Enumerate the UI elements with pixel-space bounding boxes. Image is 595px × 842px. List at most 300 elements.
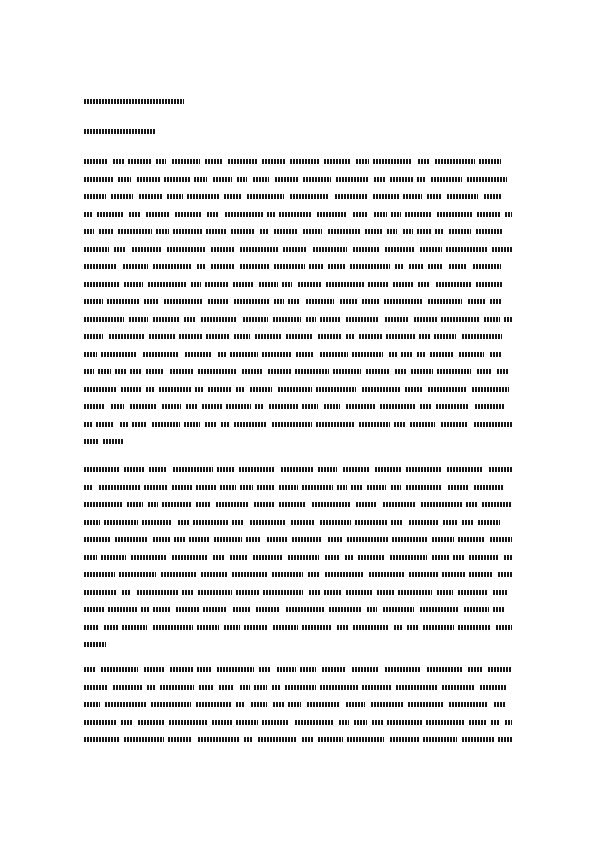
- illegible-word: [411, 369, 433, 374]
- illegible-word: [446, 247, 487, 252]
- illegible-word: [250, 387, 272, 392]
- illegible-word: [288, 702, 301, 707]
- illegible-word: [462, 520, 474, 525]
- text-line: [84, 569, 512, 581]
- illegible-text: [84, 129, 156, 134]
- illegible-word: [174, 537, 185, 542]
- illegible-word: [296, 352, 314, 357]
- illegible-word: [232, 572, 268, 577]
- illegible-word: [435, 229, 444, 234]
- illegible-word: [137, 590, 178, 595]
- illegible-word: [206, 229, 227, 234]
- illegible-word: [432, 537, 454, 542]
- illegible-word: [405, 212, 431, 217]
- illegible-word: [309, 590, 320, 595]
- illegible-word: [303, 177, 331, 182]
- illegible-word: [343, 467, 369, 472]
- illegible-word: [111, 194, 133, 199]
- text-line: [84, 734, 512, 746]
- illegible-word: [441, 317, 479, 322]
- illegible-word: [184, 317, 196, 322]
- illegible-word: [286, 334, 313, 339]
- illegible-word: [435, 159, 475, 164]
- illegible-word: [104, 520, 138, 525]
- illegible-word: [148, 282, 186, 287]
- illegible-word: [477, 212, 501, 217]
- illegible-word: [208, 387, 231, 392]
- illegible-word: [392, 537, 428, 542]
- illegible-word: [205, 282, 229, 287]
- illegible-word: [262, 352, 291, 357]
- text-line: [84, 552, 512, 564]
- illegible-word: [380, 404, 416, 409]
- illegible-word: [84, 502, 122, 507]
- illegible-word: [490, 537, 512, 542]
- illegible-word: [354, 720, 367, 725]
- illegible-word: [279, 485, 298, 490]
- illegible-word: [156, 229, 169, 234]
- illegible-word: [373, 194, 399, 199]
- illegible-word: [395, 264, 404, 269]
- illegible-word: [123, 264, 148, 269]
- illegible-word: [267, 537, 287, 542]
- illegible-word: [84, 537, 110, 542]
- illegible-word: [197, 667, 212, 672]
- illegible-word: [213, 555, 224, 560]
- illegible-word: [139, 194, 162, 199]
- illegible-word: [146, 387, 154, 392]
- illegible-word: [202, 404, 222, 409]
- text-line: [84, 436, 512, 448]
- illegible-word: [362, 299, 380, 304]
- illegible-word: [474, 422, 512, 427]
- illegible-word: [124, 282, 143, 287]
- illegible-word: [242, 369, 262, 374]
- text-line: [84, 331, 512, 343]
- illegible-word: [496, 625, 512, 630]
- illegible-word: [152, 422, 180, 427]
- illegible-word: [476, 282, 502, 287]
- illegible-word: [101, 352, 137, 357]
- illegible-word: [170, 667, 193, 672]
- illegible-word: [84, 194, 106, 199]
- illegible-word: [453, 555, 465, 560]
- document-title: [84, 96, 184, 108]
- illegible-word: [184, 422, 200, 427]
- illegible-word: [224, 194, 241, 199]
- illegible-word: [362, 685, 392, 690]
- illegible-word: [479, 159, 501, 164]
- illegible-word: [205, 422, 216, 427]
- illegible-word: [365, 229, 382, 234]
- illegible-word: [447, 194, 478, 199]
- illegible-word: [273, 317, 301, 322]
- illegible-word: [84, 299, 103, 304]
- illegible-word: [312, 502, 350, 507]
- illegible-word: [366, 369, 389, 374]
- text-line: [84, 622, 512, 634]
- paragraph-2: [84, 464, 512, 657]
- illegible-word: [347, 737, 384, 742]
- illegible-word: [468, 299, 485, 304]
- illegible-word: [129, 317, 148, 322]
- illegible-word: [329, 607, 361, 612]
- text-line: [84, 261, 512, 273]
- illegible-word: [237, 177, 247, 182]
- illegible-word: [484, 194, 501, 199]
- illegible-word: [178, 520, 189, 525]
- illegible-word: [286, 607, 325, 612]
- illegible-word: [239, 467, 275, 472]
- illegible-word: [162, 502, 191, 507]
- text-line: [84, 664, 512, 676]
- illegible-word: [240, 685, 250, 690]
- illegible-word: [298, 282, 321, 287]
- illegible-word: [84, 282, 120, 287]
- illegible-word: [419, 334, 430, 339]
- illegible-word: [84, 177, 114, 182]
- illegible-word: [476, 229, 502, 234]
- illegible-word: [403, 194, 422, 199]
- illegible-word: [302, 625, 331, 630]
- illegible-word: [84, 737, 119, 742]
- illegible-word: [96, 422, 114, 427]
- illegible-word: [164, 299, 202, 304]
- illegible-word: [352, 352, 383, 357]
- illegible-word: [478, 520, 500, 525]
- illegible-word: [236, 702, 245, 707]
- illegible-word: [353, 212, 368, 217]
- illegible-word: [230, 555, 247, 560]
- illegible-word: [253, 177, 269, 182]
- illegible-word: [84, 520, 100, 525]
- illegible-word: [146, 212, 169, 217]
- illegible-word: [498, 572, 512, 577]
- illegible-word: [149, 467, 167, 472]
- text-line: [84, 384, 512, 396]
- illegible-word: [236, 590, 259, 595]
- illegible-word: [350, 264, 390, 269]
- illegible-word: [469, 555, 498, 560]
- illegible-word: [428, 264, 443, 269]
- illegible-word: [291, 520, 315, 525]
- illegible-word: [107, 299, 139, 304]
- illegible-word: [427, 194, 442, 199]
- illegible-word: [160, 685, 194, 690]
- illegible-word: [129, 212, 140, 217]
- illegible-word: [274, 299, 284, 304]
- illegible-word: [281, 467, 314, 472]
- illegible-word: [173, 229, 202, 234]
- text-line: [84, 464, 512, 476]
- illegible-word: [273, 702, 284, 707]
- illegible-word: [359, 334, 382, 339]
- illegible-word: [84, 264, 117, 269]
- illegible-word: [318, 467, 337, 472]
- illegible-word: [218, 352, 226, 357]
- illegible-word: [269, 404, 298, 409]
- illegible-word: [480, 685, 506, 690]
- illegible-word: [144, 485, 167, 490]
- text-line: [84, 314, 512, 326]
- illegible-word: [353, 625, 389, 630]
- illegible-word: [97, 212, 124, 217]
- illegible-word: [417, 177, 426, 182]
- illegible-word: [84, 625, 99, 630]
- illegible-word: [196, 485, 216, 490]
- illegible-word: [290, 159, 320, 164]
- illegible-word: [358, 555, 385, 560]
- illegible-word: [316, 422, 354, 427]
- text-line: [84, 717, 512, 729]
- illegible-word: [346, 317, 379, 322]
- illegible-word: [432, 555, 449, 560]
- text-line: [84, 191, 512, 203]
- illegible-word: [124, 467, 145, 472]
- illegible-word: [466, 502, 477, 507]
- illegible-word: [84, 422, 92, 427]
- illegible-word: [458, 625, 491, 630]
- illegible-word: [447, 467, 483, 472]
- illegible-word: [474, 485, 503, 490]
- illegible-word: [391, 485, 401, 490]
- illegible-word: [387, 229, 397, 234]
- illegible-word: [162, 404, 181, 409]
- illegible-word: [201, 317, 237, 322]
- illegible-word: [410, 422, 435, 427]
- illegible-word: [288, 299, 300, 304]
- illegible-word: [472, 387, 509, 392]
- illegible-word: [418, 159, 430, 164]
- illegible-word: [153, 625, 193, 630]
- illegible-word: [111, 404, 124, 409]
- illegible-word: [216, 502, 248, 507]
- illegible-word: [383, 607, 414, 612]
- paragraph-1: [84, 156, 512, 454]
- illegible-word: [458, 590, 488, 595]
- illegible-word: [387, 720, 422, 725]
- illegible-word: [477, 369, 491, 374]
- text-line: [84, 174, 512, 186]
- illegible-word: [359, 422, 390, 427]
- illegible-word: [272, 685, 280, 690]
- illegible-word: [149, 334, 175, 339]
- illegible-word: [131, 555, 166, 560]
- illegible-word: [434, 334, 456, 339]
- illegible-word: [115, 369, 126, 374]
- illegible-word: [231, 229, 255, 234]
- illegible-word: [351, 485, 362, 490]
- illegible-word: [428, 387, 466, 392]
- illegible-word: [151, 702, 191, 707]
- illegible-word: [84, 387, 117, 392]
- illegible-word: [417, 229, 431, 234]
- illegible-word: [337, 485, 347, 490]
- illegible-word: [207, 212, 219, 217]
- illegible-word: [272, 572, 303, 577]
- illegible-word: [317, 212, 347, 217]
- illegible-word: [428, 299, 462, 304]
- illegible-word: [193, 520, 228, 525]
- illegible-word: [492, 247, 512, 252]
- illegible-word: [187, 194, 220, 199]
- illegible-word: [489, 467, 512, 472]
- illegible-word: [385, 247, 414, 252]
- illegible-word: [191, 282, 201, 287]
- illegible-word: [420, 607, 459, 612]
- illegible-word: [505, 720, 512, 725]
- illegible-word: [122, 625, 147, 630]
- illegible-word: [377, 590, 394, 595]
- illegible-word: [326, 282, 364, 287]
- illegible-word: [325, 555, 339, 560]
- illegible-word: [148, 502, 158, 507]
- illegible-word: [253, 555, 282, 560]
- illegible-word: [262, 720, 289, 725]
- illegible-word: [250, 520, 285, 525]
- illegible-word: [108, 607, 137, 612]
- illegible-word: [469, 572, 493, 577]
- illegible-word: [396, 685, 437, 690]
- illegible-word: [137, 177, 160, 182]
- illegible-word: [179, 334, 202, 339]
- illegible-word: [307, 702, 340, 707]
- illegible-word: [406, 485, 442, 490]
- text-line: [84, 226, 512, 238]
- illegible-word: [172, 555, 207, 560]
- illegible-word: [258, 737, 296, 742]
- illegible-word: [98, 369, 111, 374]
- illegible-word: [118, 177, 131, 182]
- illegible-word: [408, 702, 443, 707]
- illegible-word: [277, 667, 296, 672]
- illegible-word: [325, 572, 364, 577]
- illegible-word: [84, 485, 93, 490]
- illegible-word: [182, 590, 194, 595]
- illegible-word: [497, 369, 508, 374]
- illegible-word: [482, 502, 512, 507]
- illegible-word: [320, 317, 340, 322]
- illegible-word: [84, 212, 92, 217]
- illegible-word: [217, 667, 254, 672]
- illegible-word: [373, 159, 412, 164]
- text-line: [84, 366, 512, 378]
- illegible-word: [504, 317, 512, 322]
- illegible-word: [290, 194, 329, 199]
- illegible-word: [232, 520, 244, 525]
- illegible-word: [494, 702, 505, 707]
- illegible-word: [130, 404, 157, 409]
- illegible-word: [391, 520, 403, 525]
- illegible-word: [394, 422, 406, 427]
- illegible-word: [401, 352, 413, 357]
- illegible-word: [339, 720, 349, 725]
- illegible-word: [233, 607, 250, 612]
- illegible-word: [198, 590, 232, 595]
- illegible-word: [120, 422, 128, 427]
- illegible-word: [398, 590, 432, 595]
- text-line: [84, 604, 512, 616]
- illegible-word: [352, 667, 379, 672]
- illegible-word: [374, 212, 387, 217]
- illegible-word: [491, 720, 499, 725]
- illegible-word: [302, 404, 318, 409]
- illegible-word: [84, 317, 124, 322]
- illegible-word: [205, 159, 222, 164]
- illegible-word: [375, 467, 402, 472]
- illegible-word: [346, 404, 375, 409]
- illegible-word: [197, 625, 219, 630]
- illegible-word: [406, 467, 441, 472]
- illegible-word: [371, 702, 404, 707]
- text-line: [84, 156, 512, 168]
- illegible-word: [390, 737, 419, 742]
- illegible-word: [346, 334, 354, 339]
- text-line: [84, 209, 512, 221]
- text-line: [84, 296, 512, 308]
- illegible-word: [272, 422, 312, 427]
- illegible-word: [274, 229, 297, 234]
- text-line: [84, 682, 512, 694]
- illegible-word: [306, 299, 334, 304]
- illegible-word: [430, 352, 454, 357]
- illegible-word: [127, 502, 143, 507]
- illegible-word: [153, 607, 170, 612]
- illegible-word: [418, 282, 430, 287]
- illegible-word: [469, 720, 487, 725]
- illegible-word: [213, 177, 232, 182]
- illegible-word: [355, 520, 387, 525]
- illegible-word: [121, 387, 142, 392]
- illegible-word: [368, 282, 389, 287]
- illegible-word: [279, 502, 306, 507]
- illegible-word: [449, 229, 471, 234]
- illegible-word: [226, 404, 251, 409]
- illegible-word: [212, 720, 232, 725]
- illegible-word: [84, 590, 116, 595]
- illegible-word: [283, 247, 307, 252]
- illegible-word: [167, 247, 205, 252]
- illegible-word: [228, 159, 258, 164]
- illegible-word: [437, 369, 471, 374]
- illegible-word: [347, 537, 388, 542]
- illegible-word: [318, 334, 342, 339]
- illegible-word: [263, 590, 303, 595]
- text-line: [84, 419, 512, 431]
- text-line: [84, 534, 512, 546]
- illegible-word: [449, 702, 488, 707]
- illegible-word: [459, 352, 484, 357]
- illegible-word: [475, 404, 505, 409]
- illegible-word: [175, 212, 202, 217]
- illegible-word: [295, 369, 329, 374]
- illegible-word: [164, 177, 190, 182]
- illegible-word: [374, 177, 386, 182]
- illegible-word: [144, 299, 159, 304]
- illegible-word: [103, 439, 124, 444]
- illegible-word: [240, 264, 270, 269]
- illegible-word: [84, 702, 100, 707]
- illegible-word: [84, 159, 108, 164]
- illegible-word: [153, 537, 170, 542]
- illegible-word: [198, 737, 239, 742]
- illegible-word: [493, 607, 504, 612]
- illegible-word: [262, 159, 286, 164]
- illegible-word: [442, 572, 465, 577]
- illegible-word: [313, 247, 347, 252]
- illegible-word: [393, 282, 414, 287]
- illegible-word: [84, 555, 97, 560]
